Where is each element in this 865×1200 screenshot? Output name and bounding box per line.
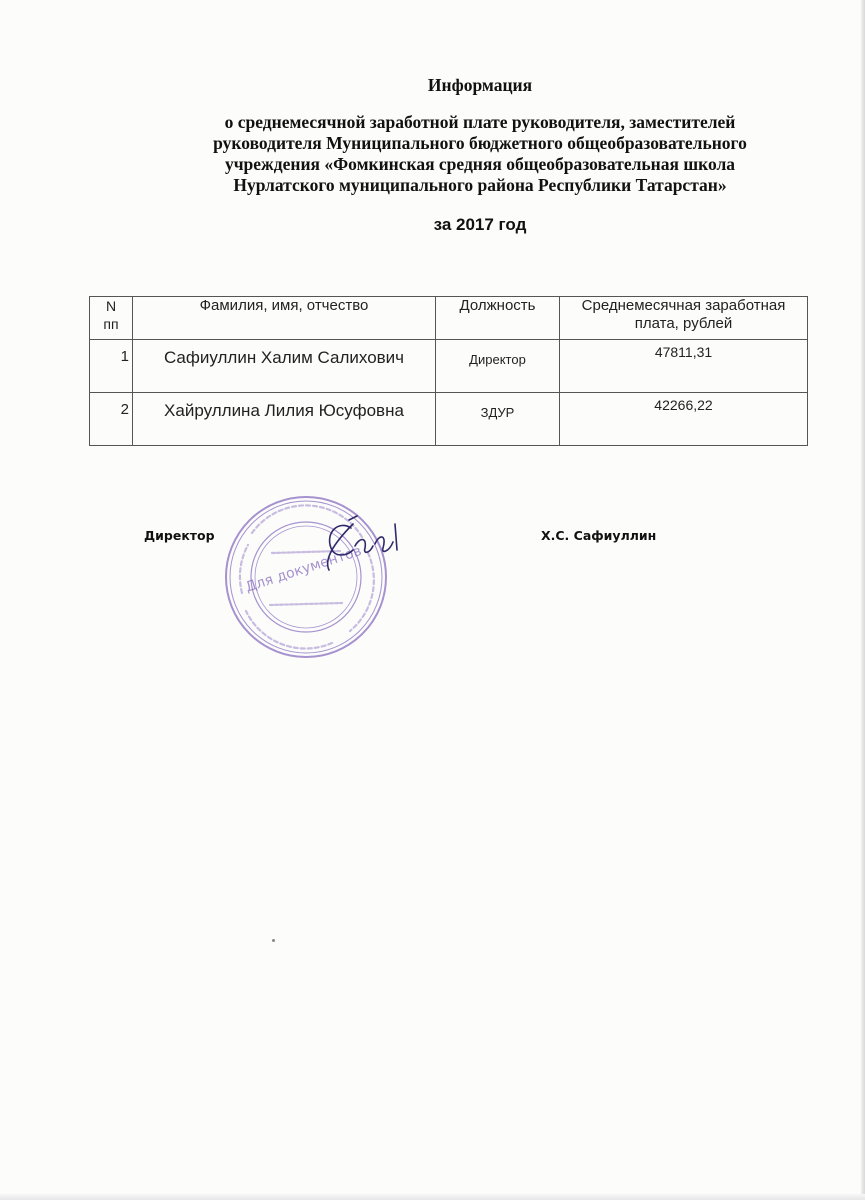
header-salary [560, 297, 808, 340]
header-salary-line: Среднемесячная заработная [581, 297, 786, 314]
header-num-line: пп [103, 316, 119, 332]
document-title: Информация [427, 75, 533, 95]
table-header-row [90, 297, 808, 340]
header-num [90, 297, 133, 340]
header-name: Фамилия, имя, отчество [133, 297, 436, 340]
document-subtitle [0, 112, 865, 196]
cell-position: ЗДУР [436, 393, 560, 446]
year-line: за 2017 год [433, 215, 527, 234]
cell-name: Сафиуллин Халим Салихович [133, 340, 436, 393]
cell-num: 1 [90, 340, 133, 393]
signatory-name: Х.С. Сафиуллин [541, 528, 657, 543]
stamp-center-text: Для документов [243, 543, 364, 596]
salary-table [89, 296, 808, 446]
subtitle-line: Нурлатского муниципального района Республики Татарстан» [233, 175, 727, 195]
header-position: Должность [436, 297, 560, 340]
cell-position: Директор [436, 340, 560, 393]
header-num-line: N [105, 298, 117, 314]
cell-name: Хайруллина Лилия Юсуфовна [133, 393, 436, 446]
subtitle-line: руководителя Муниципального бюджетного общеобразовательного [213, 133, 747, 153]
cell-salary: 42266,22 [560, 393, 808, 446]
scan-bottom-shadow [0, 1194, 865, 1200]
cell-salary: 47811,31 [560, 340, 808, 393]
header-salary-line: плата, рублей [634, 315, 733, 332]
subtitle-line: о среднемесячной заработной плате руководителя, заместителей [224, 112, 736, 132]
table-row [90, 340, 808, 393]
cell-num: 2 [90, 393, 133, 446]
table-row [90, 393, 808, 446]
signatory-title: Директор [144, 528, 215, 543]
subtitle-line: учреждения «Фомкинская средняя общеобразовательная школа [224, 154, 736, 174]
handwritten-signature-icon [303, 510, 423, 580]
scan-speck [272, 939, 275, 942]
